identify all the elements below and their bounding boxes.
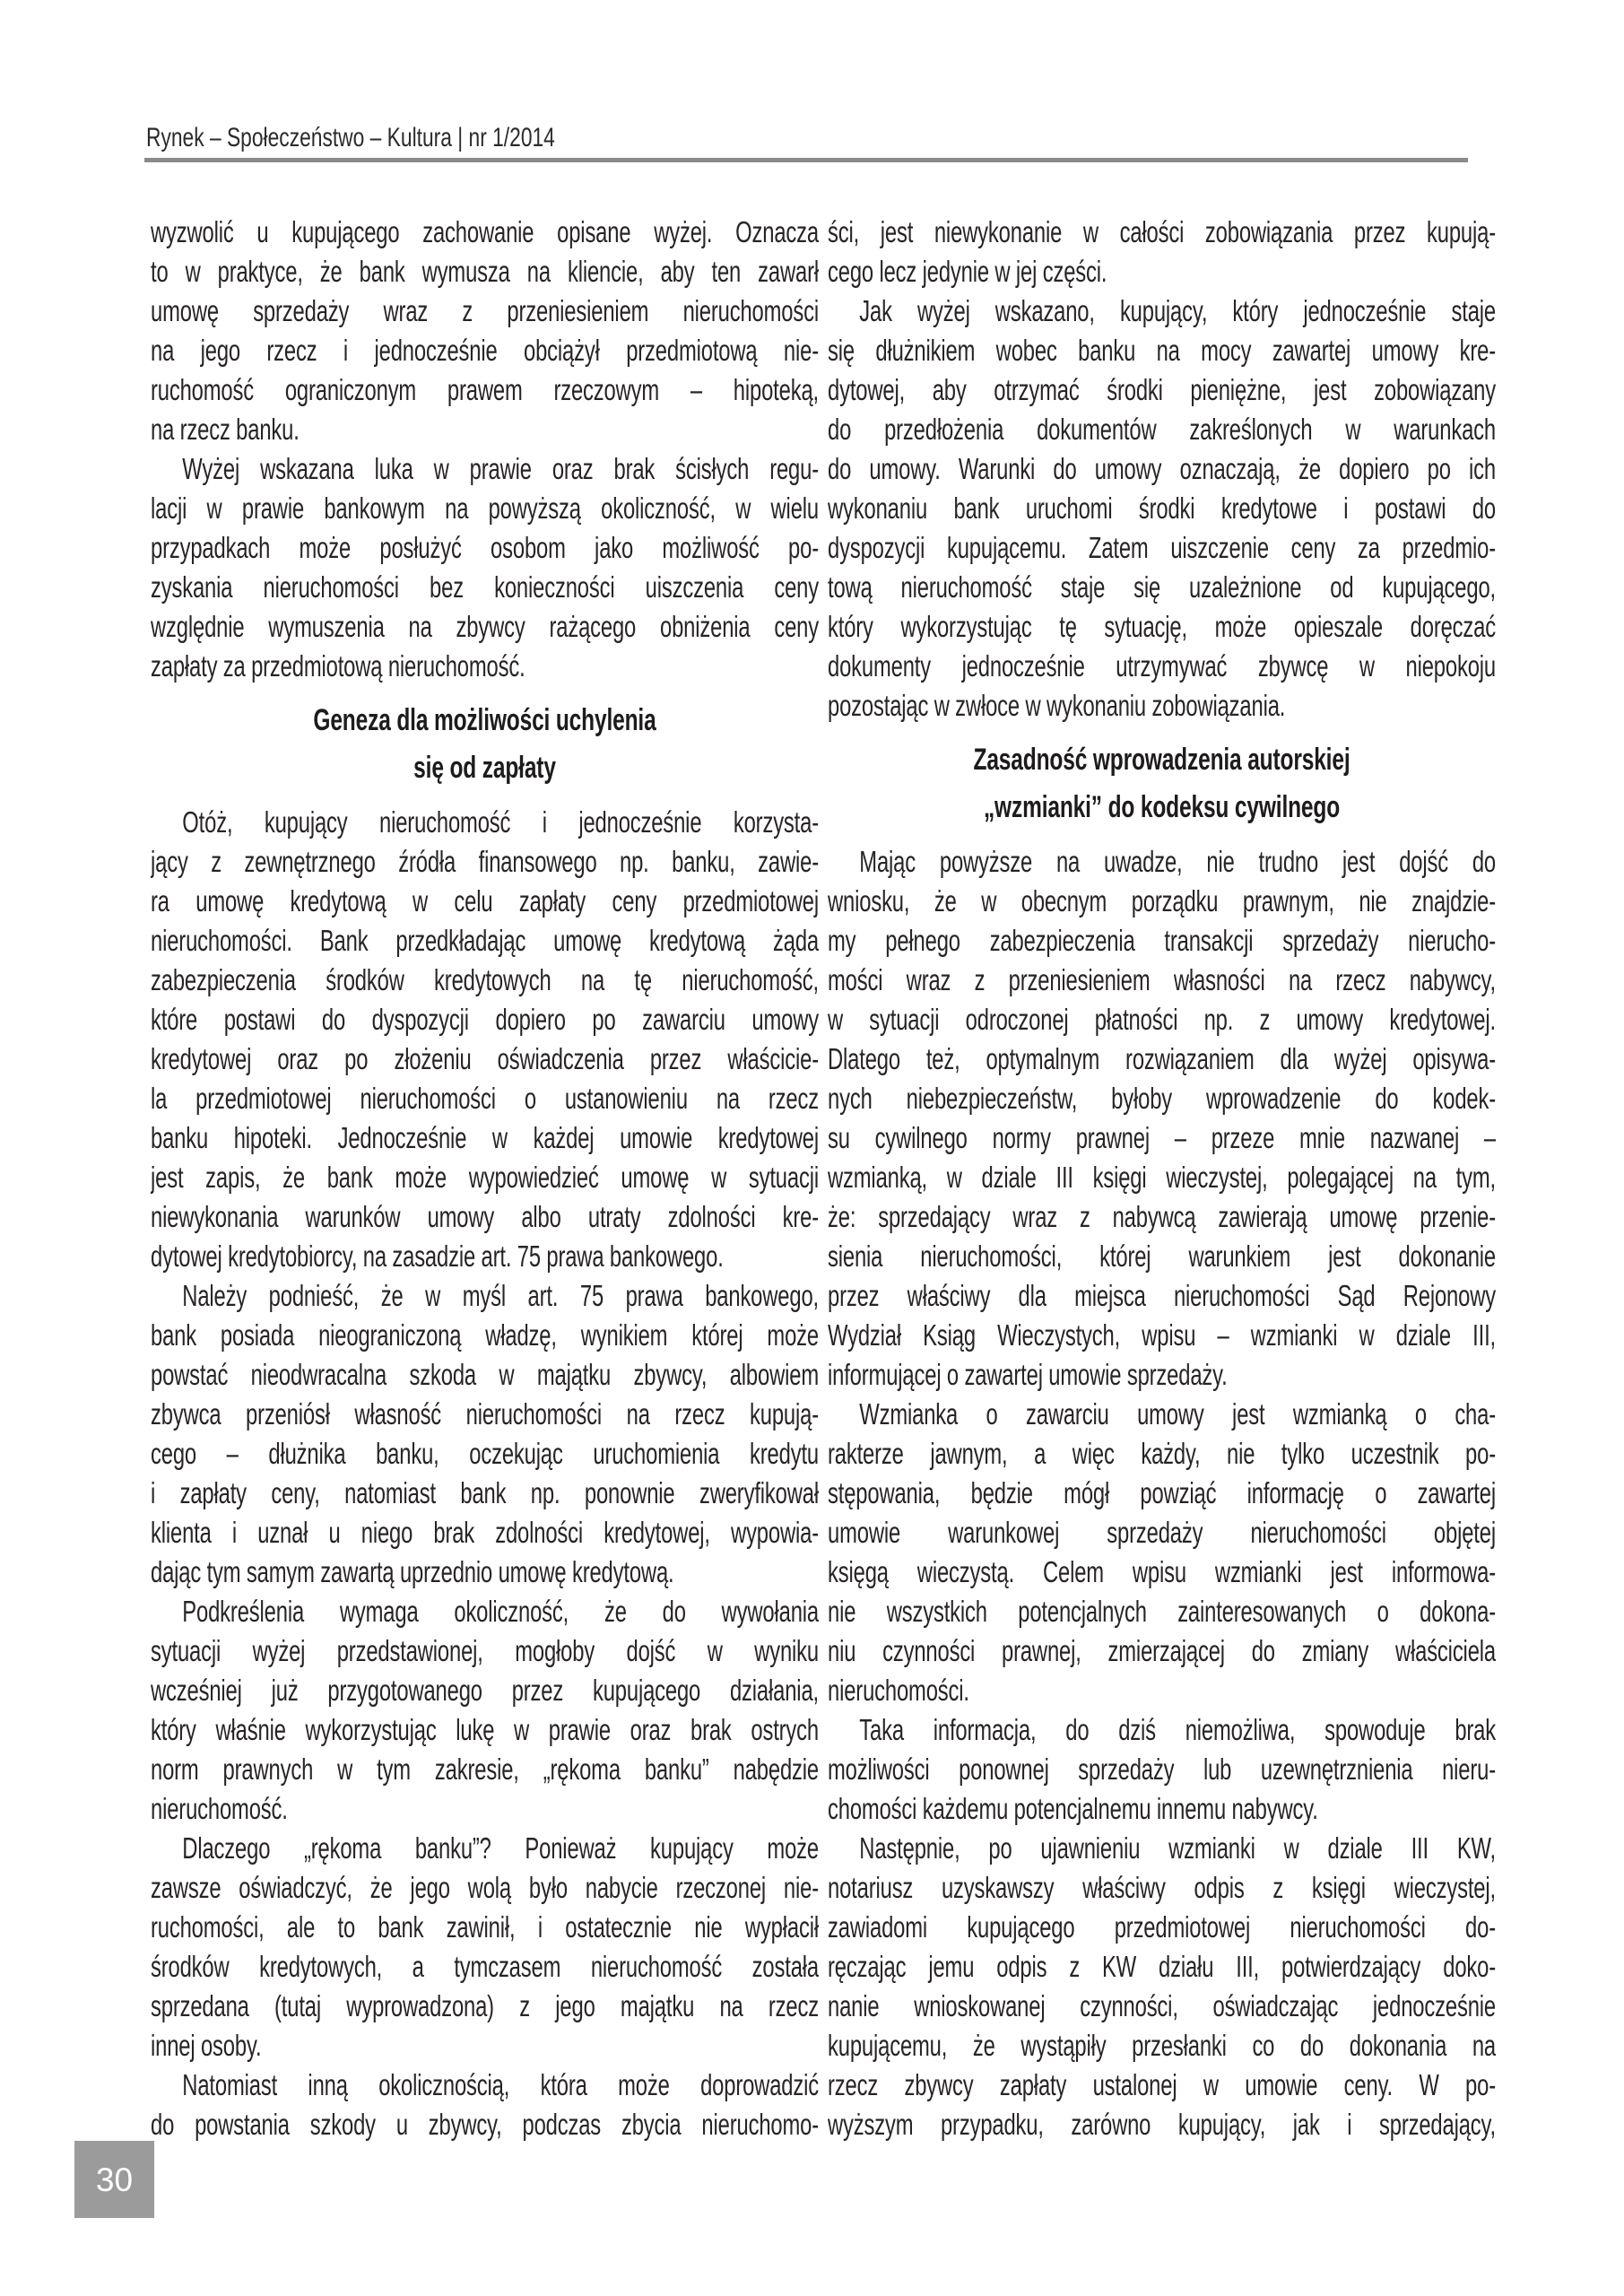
text-line: dyspozycji kupującemu. Zatem uiszczenie ceny za przedmio-	[828, 531, 1496, 564]
text-line: rakterze jawnym, a więc każdy, nie tylko uczestnik po-	[828, 1437, 1496, 1470]
text-line: względnie wymuszenia na zbywcy rażącego obniżenia ceny	[151, 610, 819, 643]
text-line: ruchomość ograniczonym prawem rzeczowym – hipoteką,	[151, 373, 819, 406]
paragraph	[828, 842, 1496, 1395]
text-line: w sytuacji odroczonej płatności np. z umowy kredytowej.	[828, 1003, 1496, 1036]
text-line: lacji w prawie bankowym na powyższą okoliczność, w wielu	[151, 491, 819, 525]
text-line: się dłużnikiem wobec banku na mocy zawartej umowy kre-	[828, 334, 1496, 367]
text-line: Następnie, po ujawnieniu wzmianki w dziale III KW,	[859, 1831, 1496, 1865]
text-line: jest zapis, że bank może wypowiedzieć umowę w sytuacji	[151, 1161, 819, 1194]
text-line: informującej o zawartej umowie sprzedaży.	[828, 1358, 1228, 1391]
paragraph	[828, 1710, 1496, 1829]
text-line: Mając powyższe na uwadze, nie trudno jest dojść do	[859, 845, 1496, 878]
paragraph	[151, 1592, 819, 1829]
text-line: zapłaty za przedmiotową nieruchomość.	[151, 649, 525, 683]
journal-header: Rynek – Społeczeństwo – Kultura | nr 1/2014	[146, 123, 555, 152]
text-line: kredytowej oraz po złożeniu oświadczenia przez właścicie-	[151, 1042, 819, 1075]
text-line: wyższym przypadku, zarówno kupujący, jak i sprzedający,	[828, 2108, 1496, 2141]
text-line: zabezpieczenia środków kredytowych na tę nieruchomość,	[151, 963, 819, 996]
paragraph	[151, 2066, 819, 2144]
text-line: Dlatego też, optymalnym rozwiązaniem dla wyżej opisywa-	[828, 1042, 1496, 1075]
text-line: innej osoby.	[151, 2029, 262, 2062]
text-line: bank posiada nieograniczoną władzę, wynikiem której może	[151, 1318, 819, 1352]
section-heading	[828, 736, 1496, 831]
text-line: środków kredytowych, a tymczasem nieruchomość została	[151, 1950, 819, 1983]
text-line: kupującemu, że wystąpiły przesłanki co do dokonania na	[828, 2029, 1496, 2062]
text-line: możliwości ponownej sprzedaży lub uzewnętrznienia nieru-	[828, 1752, 1496, 1786]
text-line: su cywilnego normy prawnej – przeze mnie nazwanej –	[828, 1121, 1496, 1154]
text-line: mości wraz z przeniesieniem własności na rzecz nabywcy,	[828, 963, 1496, 996]
text-line: pozostając w zwłoce w wykonaniu zobowiązania.	[828, 689, 1286, 722]
text-line: niu czynności prawnej, zmierzającej do zmiany właściciela	[828, 1634, 1496, 1667]
text-line: powstać nieodwracalna szkoda w majątku zbywcy, albowiem	[151, 1358, 819, 1391]
text-line: Natomiast inną okolicznością, która może doprowadzić	[182, 2068, 819, 2101]
heading-line: „wzmianki” do kodeksu cywilnego	[983, 790, 1341, 824]
text-line: dytowej, aby otrzymać środki pieniężne, jest zobowiązany	[828, 373, 1496, 406]
text-line: dając tym samym zawartą uprzednio umowę kredytową.	[151, 1555, 674, 1588]
right-text-column	[828, 213, 1496, 2144]
text-line: Należy podnieść, że w myśl art. 75 prawa bankowego,	[182, 1279, 819, 1312]
text-line: rzecz zbywcy zapłaty ustalonej w umowie ceny. W po-	[828, 2068, 1496, 2101]
text-line: wykonaniu bank uruchomi środki kredytowe i postawi do	[828, 491, 1496, 525]
text-line: do umowy. Warunki do umowy oznaczają, że dopiero po ich	[828, 452, 1496, 485]
text-line: który wykorzystując tę sytuację, może opieszale doręczać	[828, 610, 1496, 643]
paragraph	[151, 803, 819, 1276]
text-line: nych niebezpieczeństw, byłoby wprowadzenie do kodek-	[828, 1082, 1496, 1115]
paragraph	[151, 213, 819, 449]
paragraph	[151, 449, 819, 686]
text-line: sprzedana (tutaj wyprowadzona) z jego majątku na rzecz	[151, 1989, 819, 2022]
text-line: zawiadomi kupującego przedmiotowej nieruchomości do-	[828, 1910, 1496, 1944]
text-line: sytuacji wyżej przedstawionej, mogłoby dojść w wyniku	[151, 1634, 819, 1667]
text-line: nanie wnioskowanej czynności, oświadczając jednocześnie	[828, 1989, 1496, 2022]
text-line: przez właściwy dla miejsca nieruchomości Sąd Rejonowy	[828, 1279, 1496, 1312]
heading-line: Geneza dla możliwości uchylenia	[313, 703, 656, 737]
text-line: że: sprzedający wraz z nabywcą zawierają umowę przenie-	[828, 1200, 1496, 1233]
text-line: Wydział Ksiąg Wieczystych, wpisu – wzmianki w dziale III,	[828, 1318, 1496, 1352]
paragraph	[828, 1395, 1496, 1710]
text-line: chomości każdemu potencjalnemu innemu nabywcy.	[828, 1792, 1318, 1825]
text-line: Taka informacja, do dziś niemożliwa, spowoduje brak	[859, 1713, 1496, 1746]
paragraph	[828, 1829, 1496, 2144]
text-line: zawsze oświadczyć, że jego wolą było nabycie rzeczonej nie-	[151, 1871, 819, 1904]
paragraph	[828, 291, 1496, 726]
text-line: nieruchomości. Bank przedkładając umowę kredytową żąda	[151, 924, 819, 957]
text-line: jący z zewnętrznego źródła finansowego np. banku, zawie-	[151, 845, 819, 878]
text-line: Wyżej wskazana luka w prawie oraz brak ścisłych regu-	[182, 452, 819, 485]
text-line: Jak wyżej wskazano, kupujący, który jednocześnie staje	[859, 294, 1496, 327]
text-line: niewykonania warunków umowy albo utraty zdolności kre-	[151, 1200, 819, 1233]
text-line: ręczając jemu odpis z KW działu III, potwierdzający doko-	[828, 1950, 1496, 1983]
text-line: zbywca przeniósł własność nieruchomości na rzecz kupują-	[151, 1397, 819, 1431]
text-line: Podkreślenia wymaga okoliczność, że do wywołania	[182, 1595, 819, 1628]
text-line: wyzwolić u kupującego zachowanie opisane wyżej. Oznacza	[151, 215, 819, 248]
text-line: nieruchomość.	[151, 1792, 288, 1825]
text-line: notariusz uzyskawszy właściwy odpis z księgi wieczystej,	[828, 1871, 1496, 1904]
paragraph	[151, 1829, 819, 2066]
text-line: Otóż, kupujący nieruchomość i jednocześnie korzysta-	[182, 805, 819, 839]
text-line: i zapłaty ceny, natomiast bank np. ponownie zweryfikował	[151, 1476, 819, 1509]
text-line: dokumenty jednocześnie utrzymywać zbywcę w niepokoju	[828, 649, 1496, 683]
text-line: ruchomości, ale to bank zawinił, i ostatecznie nie wypłacił	[151, 1910, 819, 1944]
text-line: przypadkach może posłużyć osobom jako możliwość po-	[151, 531, 819, 564]
text-line: umowę sprzedaży wraz z przeniesieniem nieruchomości	[151, 294, 819, 327]
paragraph	[828, 213, 1496, 291]
text-line: na jego rzecz i jednocześnie obciążył przedmiotową nie-	[151, 334, 819, 367]
text-line: dytowej kredytobiorcy, na zasadzie art. 75 prawa bankowego.	[151, 1239, 724, 1273]
text-line: my pełnego zabezpieczenia transakcji sprzedaży nierucho-	[828, 924, 1496, 957]
section-heading	[151, 697, 819, 792]
text-line: zyskania nieruchomości bez konieczności uiszczenia ceny	[151, 570, 819, 604]
text-line: ra umowę kredytową w celu zapłaty ceny przedmiotowej	[151, 884, 819, 918]
page-number-badge	[74, 2141, 154, 2218]
heading-line: Zasadność wprowadzenia autorskiej	[973, 743, 1350, 777]
text-line: wcześniej już przygotowanego przez kupującego działania,	[151, 1674, 819, 1707]
header-rule	[144, 158, 1468, 162]
text-line: banku hipoteki. Jednocześnie w każdej umowie kredytowej	[151, 1121, 819, 1154]
left-text-column	[151, 213, 819, 2144]
text-line: księgą wieczystą. Celem wpisu wzmianki jest informowa-	[828, 1555, 1496, 1588]
text-line: nieruchomości.	[828, 1674, 969, 1707]
page-number: 30	[95, 2161, 134, 2198]
text-line: klienta i uznał u niego brak zdolności kredytowej, wypowia-	[151, 1516, 819, 1549]
text-line: sienia nieruchomości, której warunkiem jest dokonanie	[828, 1239, 1496, 1273]
text-line: cego lecz jedynie w jej części.	[828, 255, 1107, 288]
text-line: stępowania, będzie mógł powziąć informację o zawartej	[828, 1476, 1496, 1509]
heading-line: się od zapłaty	[413, 751, 556, 785]
text-line: to w praktyce, że bank wymusza na kliencie, aby ten zawarł	[151, 255, 819, 288]
text-line: tową nieruchomość staje się uzależnione od kupującego,	[828, 570, 1496, 604]
text-line: wniosku, że w obecnym porządku prawnym, nie znajdzie-	[828, 884, 1496, 918]
text-line: do powstania szkody u zbywcy, podczas zbycia nieruchomo-	[151, 2108, 819, 2141]
text-line: nie wszystkich potencjalnych zainteresowanych o dokona-	[828, 1595, 1496, 1628]
text-line: norm prawnych w tym zakresie, „rękoma banku” nabędzie	[151, 1752, 819, 1786]
text-line: cego – dłużnika banku, oczekując uruchomienia kredytu	[151, 1437, 819, 1470]
text-line: na rzecz banku.	[151, 413, 300, 446]
text-line: wzmianką, w dziale III księgi wieczystej, polegającej na tym,	[828, 1161, 1496, 1194]
text-line: do przedłożenia dokumentów zakreślonych w warunkach	[828, 413, 1496, 446]
text-line: Wzmianka o zawarciu umowy jest wzmianką o cha-	[859, 1397, 1496, 1431]
text-line: który właśnie wykorzystując lukę w prawie oraz brak ostrych	[151, 1713, 819, 1746]
text-line: ści, jest niewykonanie w całości zobowiązania przez kupują-	[828, 215, 1496, 248]
text-line: la przedmiotowej nieruchomości o ustanowieniu na rzecz	[151, 1082, 819, 1115]
text-line: umowie warunkowej sprzedaży nieruchomości objętej	[828, 1516, 1496, 1549]
text-line: które postawi do dyspozycji dopiero po zawarciu umowy	[151, 1003, 819, 1036]
text-line: Dlaczego „rękoma banku”? Ponieważ kupujący może	[182, 1831, 819, 1865]
paragraph	[151, 1276, 819, 1592]
